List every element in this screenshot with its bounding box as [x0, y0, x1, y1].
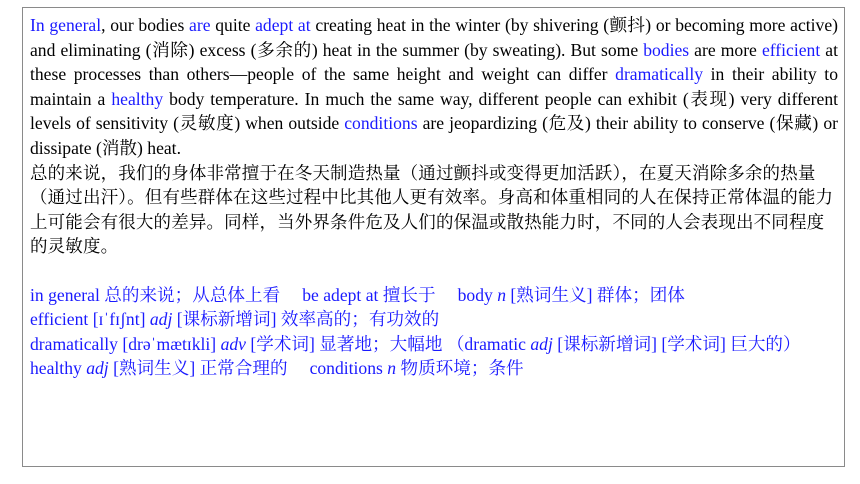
vocab-definition: [课标新增词] 效率高的；有功效的 [176, 309, 440, 330]
part-of-speech: adj [86, 358, 109, 379]
vocab-term: healthy [30, 358, 82, 379]
vocab-definition: 擅长于 [382, 284, 436, 305]
passage-text: quite [210, 15, 256, 35]
part-of-speech: n [387, 358, 397, 379]
passage-text: , our bodies [101, 15, 190, 35]
highlight-phrase: adept at [255, 15, 311, 35]
highlight-phrase: conditions [344, 113, 418, 134]
vocab-term: dramatically [30, 333, 118, 354]
english-passage [30, 13, 838, 161]
highlight-phrase: In general [30, 15, 102, 35]
vocab-line [30, 356, 838, 380]
passage-text: body temperature. In much the same way, different people can exhibit (表现) very different levels of sensitivity (灵敏度) when outside [30, 88, 839, 134]
part-of-speech: adj [149, 309, 173, 330]
vocab-line [30, 307, 838, 331]
vocab-term: efficient [30, 309, 89, 330]
highlight-phrase: are [189, 15, 211, 35]
passage-text: at these processes than others—people of the same height and weight can differ [30, 39, 838, 85]
vocab-term: in general [30, 284, 100, 305]
highlight-phrase: healthy [111, 88, 164, 109]
spacer [30, 259, 838, 283]
vocab-line [30, 283, 838, 307]
passage-text: are jeopardizing (危及) their ability to conserve (保藏) or dissipate (消散) heat. [30, 113, 838, 158]
vocab-term: be adept at [302, 284, 379, 305]
passage-text: creating heat in the winter (by shivering (颤抖) or becoming more active) and eliminating (消除) excess (多余的) heat in the summer (by sweating). But some [30, 15, 838, 60]
vocab-line [30, 332, 838, 356]
highlight-phrase: bodies [643, 39, 690, 60]
phonetic: [ɪˈfɪʃnt] [92, 309, 146, 330]
part-of-speech: adv [220, 333, 246, 354]
vocab-term: body [457, 284, 493, 305]
vocab-definition: [课标新增词] [学术词] 巨大的） [557, 333, 801, 354]
vocab-term: conditions [309, 358, 383, 379]
chinese-translation: 总的来说，我们的身体非常擅于在冬天制造热量（通过颤抖或变得更加活跃），在夏天消除多余的热量（通过出汗）。但有些群体在这些过程中比其他人更有效率。身高和体重相同的人在保持正常体温的能力上可能会有很大的差异。同样，当外界条件危及人们的保温或散热能力时，不同的人会表现出不同程度的灵敏度。 [30, 162, 834, 257]
vocab-definition: 总的来说；从总体上看 [104, 284, 281, 305]
vocab-definition: [学术词] 显著地；大幅地 （dramatic [250, 333, 526, 354]
highlight-phrase: efficient [761, 39, 821, 60]
content-frame [22, 7, 845, 467]
part-of-speech: adj [530, 333, 553, 354]
part-of-speech: n [497, 284, 507, 305]
passage-text: are more [689, 39, 762, 60]
passage-text: in their ability to maintain a [30, 64, 838, 109]
vocab-definition: [熟词生义] 群体；团体 [510, 284, 685, 305]
highlight-phrase: dramatically [615, 64, 704, 85]
phonetic: [drəˈmætɪkli] [122, 333, 217, 354]
vocabulary-notes [30, 283, 838, 381]
vocab-definition: [熟词生义] 正常合理的 [113, 358, 288, 379]
vocab-definition: 物质环境；条件 [400, 358, 524, 379]
